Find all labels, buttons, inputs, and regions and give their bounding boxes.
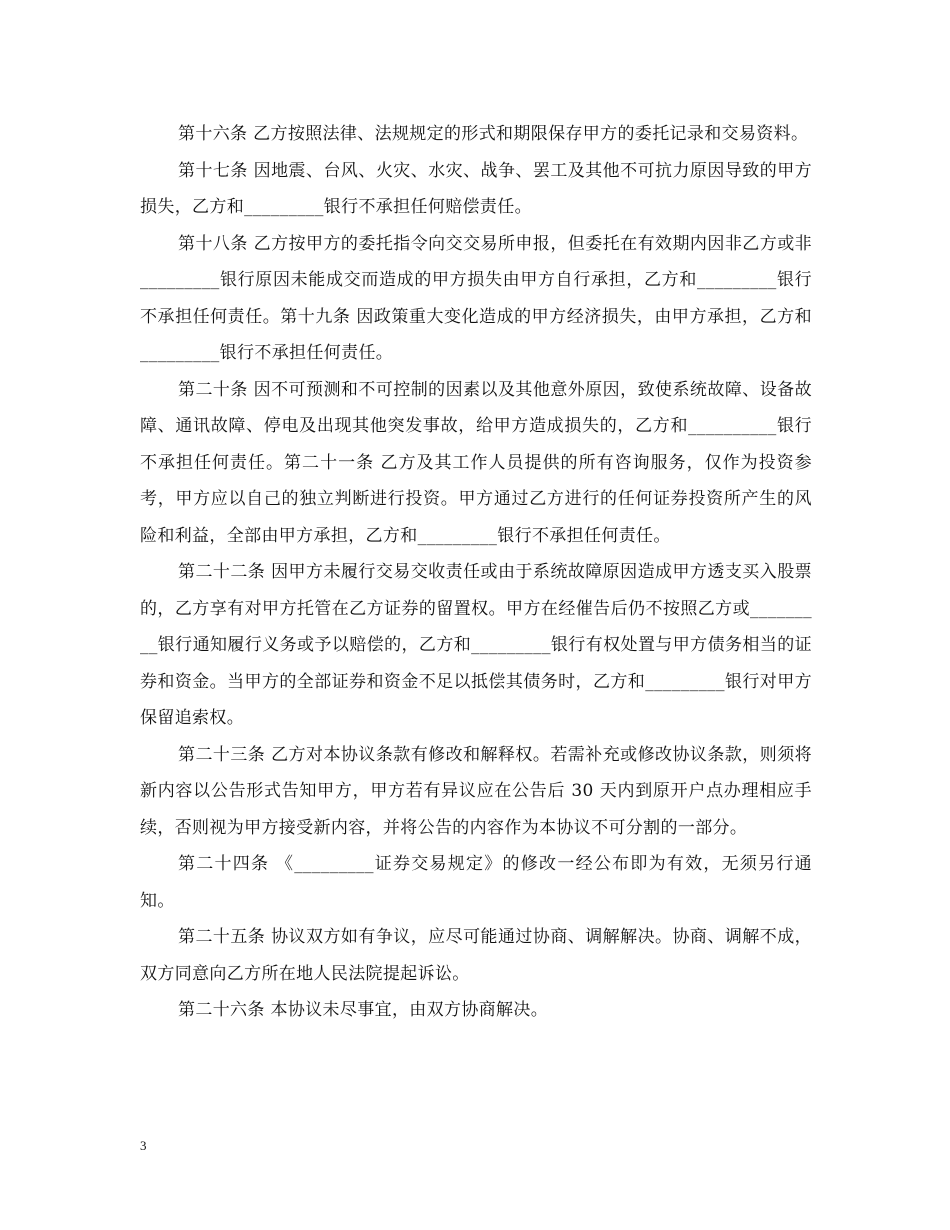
article-25-paragraph: 第二十五条 协议双方如有争议，应尽可能通过协商、调解解决。协商、调解不成，双方同意向乙方所在地人民法院提起诉讼。 (140, 927, 812, 984)
article-18-19-paragraph: 第十八条 乙方按甲方的委托指令向交交易所申报，但委托在有效期内因非乙方或非_________银行原因未能成交而造成的甲方损失由甲方自行承担，乙方和_________银行不承担任何责任。第十九条 因政策重大变化造成的甲方经济损失，由甲方承担，乙方和_________银行不承担任何责任。 (140, 233, 812, 363)
article-23-paragraph: 第二十三条 乙方对本协议条款有修改和解释权。若需补充或修改协议条款，则须将新内容以公告形式告知甲方，甲方若有异议应在公告后 30 天内到原开户点办理相应手续，否则视为甲方接受新内容，并将公告的内容作为本协议不可分割的一部分。 (140, 744, 812, 838)
page-number: 3 (140, 1138, 147, 1153)
article-16-paragraph: 第十六条 乙方按照法律、法规规定的形式和期限保存甲方的委托记录和交易资料。 (178, 124, 809, 144)
article-22-paragraph: 第二十二条 因甲方未履行交易交收责任或由于系统故障原因造成甲方透支买入股票的，乙方享有对甲方托管在乙方证券的留置权。甲方在经催告后仍不按照乙方或_________银行通知履行义务或予以赔偿的，乙方和_________银行有权处置与甲方债务相当的证券和资金。当甲方的全部证券和资金不足以抵偿其债务时，乙方和_________银行对甲方保留追索权。 (140, 562, 812, 728)
article-20-21-paragraph: 第二十条 因不可预测和不可控制的因素以及其他意外原因，致使系统故障、设备故障、通讯故障、停电及出现其他突发事故，给甲方造成损失的，乙方和__________银行不承担任何责任。第二十一条 乙方及其工作人员提供的所有咨询服务，仅作为投资参考，甲方应以自己的独立判断进行投资。甲方通过乙方进行的任何证券投资所产生的风险和利益，全部由甲方承担，乙方和_________银行不承担任何责任。 (140, 379, 812, 546)
document-body (140, 116, 812, 1029)
article-24-paragraph: 第二十四条 《_________证券交易规定》的修改一经公布即为有效，无须另行通知。 (140, 854, 812, 911)
article-26-paragraph: 第二十六条 本协议未尽事宜，由双方协商解决。 (178, 1000, 549, 1020)
article-17-paragraph: 第十七条 因地震、台风、火灾、水灾、战争、罢工及其他不可抗力原因导致的甲方损失，乙方和_________银行不承担任何赔偿责任。 (140, 160, 812, 217)
